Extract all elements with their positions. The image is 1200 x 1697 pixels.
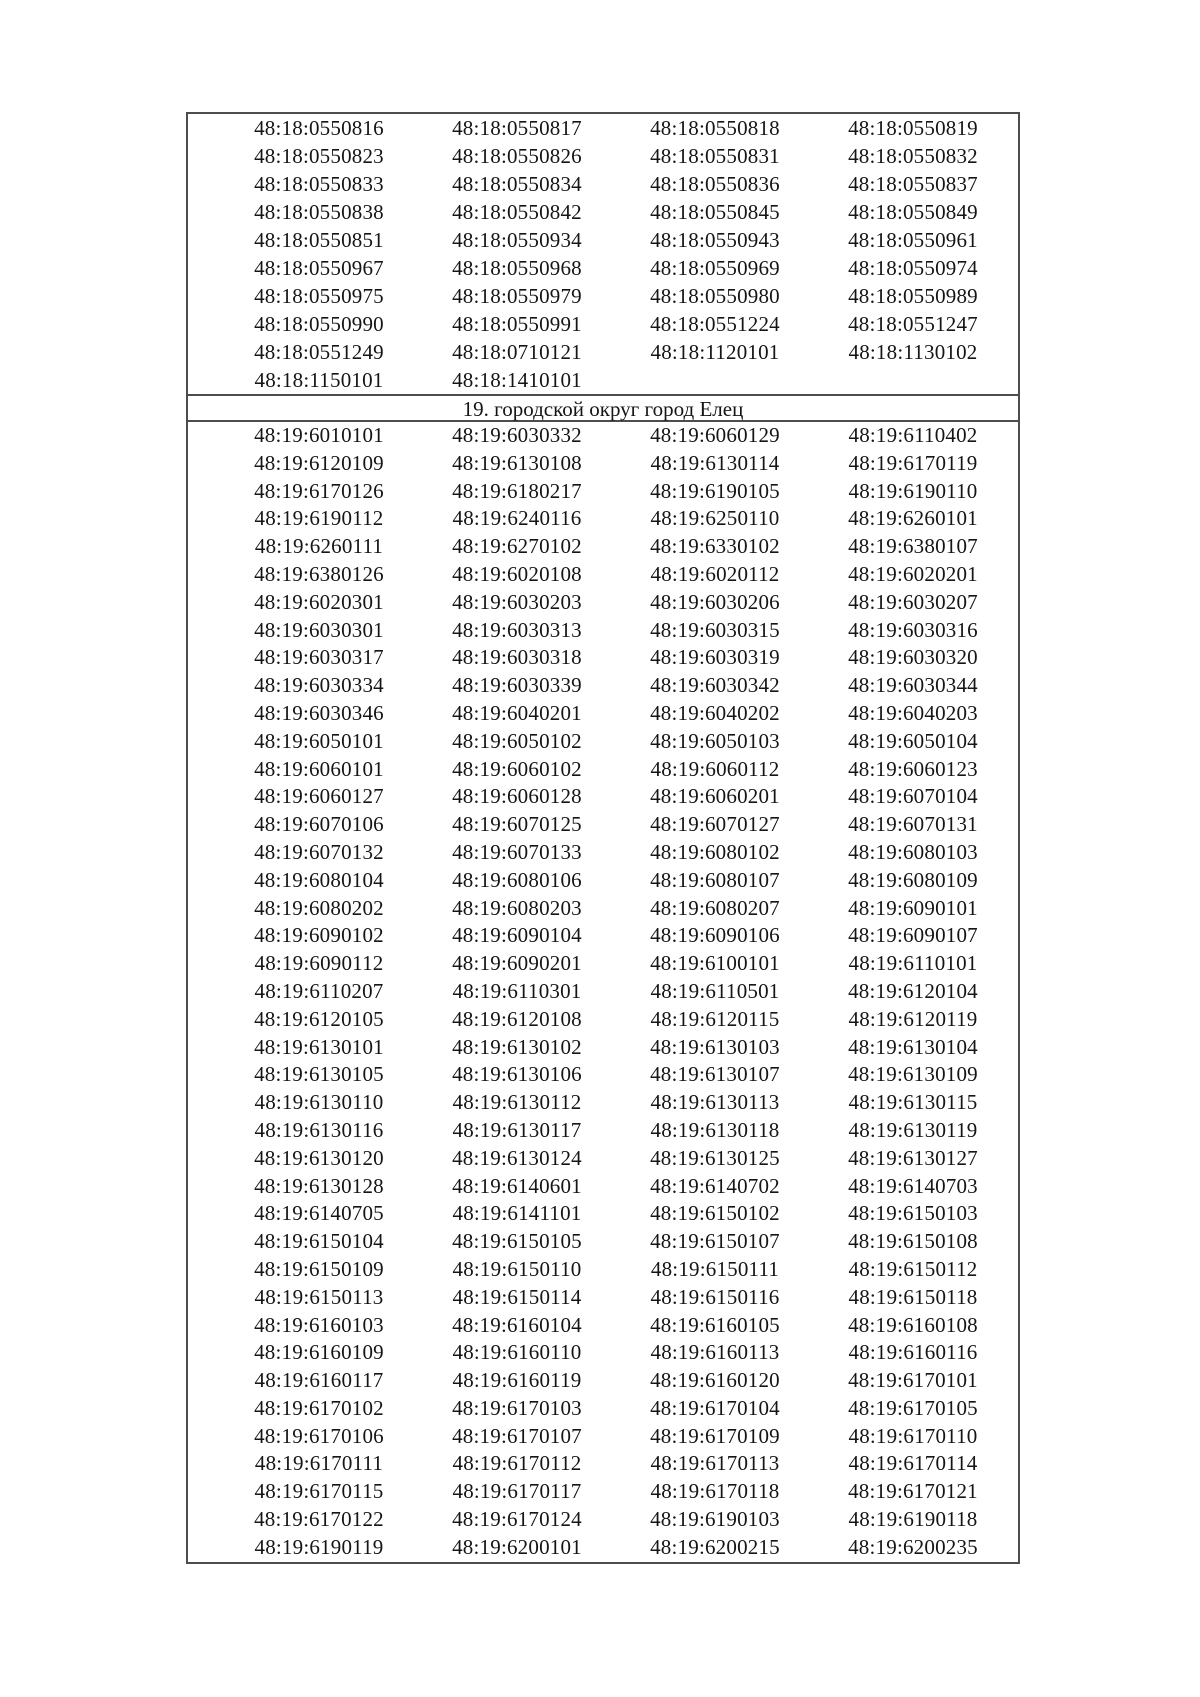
cadastral-number: 48:19:6330102: [650, 534, 780, 559]
cadastral-number: 48:18:0550819: [848, 116, 978, 140]
cadastral-number: 48:19:6160109: [254, 1340, 384, 1365]
cadastral-number: 48:19:6260111: [254, 534, 384, 559]
cadastral-number: 48:18:0710121: [452, 340, 582, 364]
cadastral-number: 48:19:6170104: [650, 1395, 780, 1420]
cadastral-number: 48:18:0551249: [254, 340, 384, 364]
cadastral-number: 48:19:6170118: [650, 1479, 780, 1504]
cadastral-numbers-table: [186, 112, 1020, 1564]
table-row: [188, 839, 1018, 867]
cadastral-number: 48:19:6080203: [452, 895, 582, 920]
cadastral-number: 48:18:0550831: [650, 144, 780, 168]
table-row: [188, 422, 1018, 450]
table-row: [188, 1312, 1018, 1340]
cadastral-number: 48:19:6090107: [848, 923, 978, 948]
table-row: [188, 895, 1018, 923]
cadastral-number: 48:19:6120108: [452, 1006, 582, 1031]
cadastral-number: 48:18:0550943: [650, 228, 780, 252]
cadastral-number: 48:19:6170117: [452, 1479, 582, 1504]
cadastral-number: 48:19:6110301: [452, 978, 582, 1003]
cadastral-number: 48:19:6170126: [254, 478, 384, 503]
cadastral-number: 48:19:6160104: [452, 1312, 582, 1337]
cadastral-number: 48:18:0550816: [254, 116, 384, 140]
cadastral-number: 48:19:6200215: [650, 1534, 780, 1559]
cadastral-number: 48:18:1130102: [848, 340, 978, 364]
cadastral-number: 48:19:6120115: [650, 1006, 780, 1031]
table-row: [188, 728, 1018, 756]
table-row: [188, 589, 1018, 617]
cadastral-number: 48:19:6130107: [650, 1062, 780, 1087]
cadastral-number: 48:18:0550974: [848, 256, 978, 280]
cadastral-number: 48:19:6250110: [650, 506, 780, 531]
cadastral-number: 48:19:6160113: [650, 1340, 780, 1365]
cadastral-number: 48:19:6170121: [848, 1479, 978, 1504]
cadastral-number: 48:19:6070127: [650, 812, 780, 837]
cadastral-number: 48:19:6080107: [650, 867, 780, 892]
cadastral-number: 48:19:6150114: [452, 1284, 582, 1309]
cadastral-number: 48:19:6150113: [254, 1284, 384, 1309]
cadastral-number: 48:19:6150110: [452, 1256, 582, 1281]
cadastral-number: 48:19:6170122: [254, 1507, 384, 1532]
cadastral-number: 48:19:6030316: [848, 617, 978, 642]
table-row: [188, 1089, 1018, 1117]
cadastral-number: 48:19:6130114: [650, 450, 780, 475]
cadastral-number: 48:18:0550991: [452, 312, 582, 336]
table-row: [188, 1034, 1018, 1062]
cadastral-number: 48:19:6130113: [650, 1090, 780, 1115]
cadastral-number: 48:19:6150118: [848, 1284, 978, 1309]
cadastral-number: 48:18:0550968: [452, 256, 582, 280]
table-row: [188, 1173, 1018, 1201]
cadastral-number: 48:19:6060201: [650, 784, 780, 809]
cadastral-number: 48:19:6040202: [650, 700, 780, 725]
cadastral-number: 48:19:6090101: [848, 895, 978, 920]
table-row: [188, 1506, 1018, 1534]
cadastral-number: 48:19:6170111: [254, 1451, 384, 1476]
cadastral-number: 48:19:6130119: [848, 1117, 978, 1142]
section-19-header: 19. городской округ город Елец: [188, 394, 1018, 422]
table-row: [188, 366, 1018, 394]
cadastral-number: 48:18:0550845: [650, 200, 780, 224]
table-row: [188, 1117, 1018, 1145]
table-row: [188, 561, 1018, 589]
cadastral-number: 48:19:6060101: [254, 756, 384, 781]
cadastral-number: 48:19:6080106: [452, 867, 582, 892]
cadastral-number: 48:19:6070125: [452, 812, 582, 837]
cadastral-number: 48:19:6130124: [452, 1145, 582, 1170]
cadastral-number: 48:19:6150108: [848, 1229, 978, 1254]
cadastral-number: 48:19:6170109: [650, 1423, 780, 1448]
cadastral-number: 48:19:6140601: [452, 1173, 582, 1198]
cadastral-number: 48:18:0551224: [650, 312, 780, 336]
table-row: [188, 450, 1018, 478]
cadastral-number: 48:19:6150112: [848, 1256, 978, 1281]
cadastral-number: 48:19:6190119: [254, 1534, 384, 1559]
table-row: [188, 1228, 1018, 1256]
cadastral-number: 48:19:6060123: [848, 756, 978, 781]
cadastral-number: 48:19:6150105: [452, 1229, 582, 1254]
cadastral-number: 48:19:6030334: [254, 673, 384, 698]
cadastral-number: 48:19:6090102: [254, 923, 384, 948]
cadastral-number: 48:19:6030339: [452, 673, 582, 698]
cadastral-number: 48:18:0550961: [848, 228, 978, 252]
cadastral-number: 48:19:6130102: [452, 1034, 582, 1059]
cadastral-number: 48:19:6150103: [848, 1201, 978, 1226]
cadastral-number: 48:19:6170124: [452, 1507, 582, 1532]
cadastral-number: 48:19:6080103: [848, 839, 978, 864]
cadastral-number: 48:19:6030320: [848, 645, 978, 670]
table-row: [188, 338, 1018, 366]
cadastral-number: 48:19:6070132: [254, 839, 384, 864]
table-row: [188, 1450, 1018, 1478]
table-row: [188, 533, 1018, 561]
cadastral-number: 48:18:0550818: [650, 116, 780, 140]
cadastral-number: 48:19:6140705: [254, 1201, 384, 1226]
cadastral-number: 48:18:0550849: [848, 200, 978, 224]
cadastral-number: 48:19:6030317: [254, 645, 384, 670]
cadastral-number: 48:19:6060127: [254, 784, 384, 809]
table-row: [188, 950, 1018, 978]
cadastral-number: 48:19:6120109: [254, 450, 384, 475]
cadastral-number: 48:19:6270102: [452, 534, 582, 559]
cadastral-number: 48:19:6060129: [650, 423, 780, 447]
table-row: [188, 1534, 1018, 1562]
cadastral-number: 48:19:6170113: [650, 1451, 780, 1476]
cadastral-number: 48:19:6200235: [848, 1534, 978, 1559]
cadastral-number: 48:19:6080104: [254, 867, 384, 892]
cadastral-number: 48:18:0550833: [254, 172, 384, 196]
cadastral-number: 48:18:0550989: [848, 284, 978, 308]
cadastral-number: 48:19:6090112: [254, 951, 384, 976]
cadastral-number: 48:19:6150104: [254, 1229, 384, 1254]
cadastral-number: 48:19:6070106: [254, 812, 384, 837]
cadastral-number: 48:19:6030346: [254, 700, 384, 725]
cadastral-number: 48:19:6380107: [848, 534, 978, 559]
cadastral-number: 48:19:6030332: [452, 423, 582, 447]
cadastral-number: 48:19:6170102: [254, 1395, 384, 1420]
cadastral-number: 48:19:6160116: [848, 1340, 978, 1365]
cadastral-number: 48:19:6160105: [650, 1312, 780, 1337]
cadastral-number: 48:19:6030206: [650, 589, 780, 614]
cadastral-number: 48:19:6170107: [452, 1423, 582, 1448]
cadastral-number: 48:19:6030207: [848, 589, 978, 614]
table-row: [188, 505, 1018, 533]
cadastral-number: 48:19:6050103: [650, 728, 780, 753]
table-row: [188, 756, 1018, 784]
cadastral-number: 48:19:6020112: [650, 561, 780, 586]
cadastral-number: 48:19:6260101: [848, 506, 978, 531]
cadastral-number: 48:19:6150116: [650, 1284, 780, 1309]
cadastral-number: 48:19:6120104: [848, 978, 978, 1003]
table-row: [188, 617, 1018, 645]
cadastral-number: 48:19:6160120: [650, 1368, 780, 1393]
cadastral-number: 48:19:6060102: [452, 756, 582, 781]
cadastral-number: 48:19:6160108: [848, 1312, 978, 1337]
cadastral-number: 48:19:6120119: [848, 1006, 978, 1031]
cadastral-number: 48:19:6100101: [650, 951, 780, 976]
cadastral-number: 48:18:0550836: [650, 172, 780, 196]
cadastral-number: 48:19:6130115: [848, 1090, 978, 1115]
cadastral-number: 48:19:6150107: [650, 1229, 780, 1254]
table-row: [188, 1200, 1018, 1228]
cadastral-number: 48:19:6020201: [848, 561, 978, 586]
cadastral-number: 48:19:6150111: [650, 1256, 780, 1281]
cadastral-number: 48:19:6130110: [254, 1090, 384, 1115]
cadastral-number: 48:19:6060112: [650, 756, 780, 781]
cadastral-number: 48:19:6130104: [848, 1034, 978, 1059]
cadastral-number: 48:19:6170101: [848, 1368, 978, 1393]
table-row: [188, 644, 1018, 672]
cadastral-number: 48:19:6130106: [452, 1062, 582, 1087]
cadastral-number: 48:18:0550837: [848, 172, 978, 196]
cadastral-number: 48:19:6090201: [452, 951, 582, 976]
cadastral-number: 48:18:0550967: [254, 256, 384, 280]
table-row: [188, 672, 1018, 700]
cadastral-number: 48:18:0550979: [452, 284, 582, 308]
cadastral-number: 48:19:6180217: [452, 478, 582, 503]
cadastral-number: 48:19:6130128: [254, 1173, 384, 1198]
table-row: [188, 1339, 1018, 1367]
cadastral-number: 48:19:6060128: [452, 784, 582, 809]
cadastral-number: 48:18:0550817: [452, 116, 582, 140]
cadastral-number: 48:19:6080207: [650, 895, 780, 920]
cadastral-number: 48:18:0550851: [254, 228, 384, 252]
cadastral-number: 48:19:6170103: [452, 1395, 582, 1420]
cadastral-number: 48:18:1150101: [254, 368, 384, 392]
cadastral-number: 48:18:1410101: [452, 368, 582, 392]
cadastral-number: 48:19:6160117: [254, 1368, 384, 1393]
cadastral-number: 48:18:0550826: [452, 144, 582, 168]
cadastral-number: 48:19:6020108: [452, 561, 582, 586]
cadastral-number: 48:19:6140702: [650, 1173, 780, 1198]
cadastral-number: 48:19:6140703: [848, 1173, 978, 1198]
cadastral-number: 48:19:6130127: [848, 1145, 978, 1170]
table-row: [188, 282, 1018, 310]
cadastral-number: 48:19:6190105: [650, 478, 780, 503]
cadastral-number: 48:19:6080109: [848, 867, 978, 892]
cadastral-number: 48:19:6170110: [848, 1423, 978, 1448]
cadastral-number: 48:19:6070131: [848, 812, 978, 837]
cadastral-number: 48:19:6150102: [650, 1201, 780, 1226]
cadastral-number: 48:18:0550934: [452, 228, 582, 252]
cadastral-number: 48:19:6130103: [650, 1034, 780, 1059]
cadastral-number: 48:19:6070104: [848, 784, 978, 809]
cadastral-number: 48:19:6080102: [650, 839, 780, 864]
cadastral-number: 48:19:6190118: [848, 1507, 978, 1532]
cadastral-number: 48:19:6030315: [650, 617, 780, 642]
table-row: [188, 114, 1018, 142]
cadastral-number: 48:18:0550834: [452, 172, 582, 196]
cadastral-number: 48:19:6010101: [254, 423, 384, 447]
table-row: [188, 1256, 1018, 1284]
cadastral-number: 48:18:0550975: [254, 284, 384, 308]
cadastral-number: 48:19:6130109: [848, 1062, 978, 1087]
table-row: [188, 198, 1018, 226]
cadastral-number: 48:19:6170115: [254, 1479, 384, 1504]
cadastral-number: 48:19:6030344: [848, 673, 978, 698]
cadastral-number: 48:19:6040203: [848, 700, 978, 725]
cadastral-number: 48:19:6160110: [452, 1340, 582, 1365]
cadastral-number: 48:19:6160119: [452, 1368, 582, 1393]
table-row: [188, 978, 1018, 1006]
cadastral-number: 48:19:6080202: [254, 895, 384, 920]
cadastral-number: 48:19:6070133: [452, 839, 582, 864]
section-19-rows: [188, 422, 1018, 1562]
cadastral-number: 48:19:6120105: [254, 1006, 384, 1031]
table-row: [188, 1478, 1018, 1506]
table-row: [188, 254, 1018, 282]
cadastral-number: 48:19:6170114: [848, 1451, 978, 1476]
table-row: [188, 1061, 1018, 1089]
cadastral-number: 48:19:6090104: [452, 923, 582, 948]
table-row: [188, 142, 1018, 170]
cadastral-number: 48:19:6130117: [452, 1117, 582, 1142]
cadastral-number: 48:19:6030203: [452, 589, 582, 614]
cadastral-number: 48:18:1120101: [650, 340, 780, 364]
cadastral-number: 48:19:6141101: [452, 1201, 582, 1226]
table-row: [188, 783, 1018, 811]
cadastral-number: 48:19:6170112: [452, 1451, 582, 1476]
cadastral-number: 48:19:6110501: [650, 978, 780, 1003]
cadastral-number: 48:19:6130105: [254, 1062, 384, 1087]
table-row: [188, 1284, 1018, 1312]
table-row: [188, 1423, 1018, 1451]
cadastral-number: 48:19:6030318: [452, 645, 582, 670]
cadastral-number: 48:19:6090106: [650, 923, 780, 948]
cadastral-number: 48:18:0550969: [650, 256, 780, 280]
table-row: [188, 478, 1018, 506]
cadastral-number: 48:19:6110402: [848, 423, 978, 447]
cadastral-number: 48:18:0550832: [848, 144, 978, 168]
section-18-rows: [188, 114, 1018, 394]
cadastral-number: 48:19:6190110: [848, 478, 978, 503]
cadastral-number: 48:19:6190103: [650, 1507, 780, 1532]
cadastral-number: 48:19:6170105: [848, 1395, 978, 1420]
cadastral-number: 48:19:6160103: [254, 1312, 384, 1337]
cadastral-number: 48:19:6130125: [650, 1145, 780, 1170]
cadastral-number: 48:19:6110101: [848, 951, 978, 976]
cadastral-number: 48:19:6190112: [254, 506, 384, 531]
cadastral-number: 48:19:6170106: [254, 1423, 384, 1448]
cadastral-number: 48:18:0550823: [254, 144, 384, 168]
cadastral-number: 48:19:6130101: [254, 1034, 384, 1059]
cadastral-number: 48:19:6130118: [650, 1117, 780, 1142]
cadastral-number: 48:19:6150109: [254, 1256, 384, 1281]
cadastral-number: 48:18:0551247: [848, 312, 978, 336]
cadastral-number: 48:19:6050101: [254, 728, 384, 753]
cadastral-number: 48:18:0550990: [254, 312, 384, 336]
cadastral-number: 48:19:6040201: [452, 700, 582, 725]
table-row: [188, 226, 1018, 254]
table-row: [188, 811, 1018, 839]
cadastral-number: 48:19:6200101: [452, 1534, 582, 1559]
cadastral-number: 48:19:6380126: [254, 561, 384, 586]
table-row: [188, 1006, 1018, 1034]
table-row: [188, 1395, 1018, 1423]
table-row: [188, 867, 1018, 895]
cadastral-number: 48:18:0550838: [254, 200, 384, 224]
table-row: [188, 1367, 1018, 1395]
cadastral-number: 48:19:6130108: [452, 450, 582, 475]
cadastral-number: 48:19:6240116: [452, 506, 582, 531]
cadastral-number: 48:19:6050102: [452, 728, 582, 753]
cadastral-number: 48:19:6030313: [452, 617, 582, 642]
cadastral-number: 48:19:6050104: [848, 728, 978, 753]
cadastral-number: 48:19:6110207: [254, 978, 384, 1003]
cadastral-number: 48:19:6130112: [452, 1090, 582, 1115]
cadastral-number: 48:19:6030342: [650, 673, 780, 698]
cadastral-number: 48:19:6020301: [254, 589, 384, 614]
table-row: [188, 170, 1018, 198]
cadastral-number: 48:19:6030301: [254, 617, 384, 642]
cadastral-number: 48:19:6030319: [650, 645, 780, 670]
cadastral-number: 48:18:0550980: [650, 284, 780, 308]
table-row: [188, 700, 1018, 728]
table-row: [188, 922, 1018, 950]
cadastral-number: 48:19:6130116: [254, 1117, 384, 1142]
cadastral-number: 48:19:6130120: [254, 1145, 384, 1170]
cadastral-number: 48:18:0550842: [452, 200, 582, 224]
cadastral-number: 48:19:6170119: [848, 450, 978, 475]
table-row: [188, 310, 1018, 338]
table-row: [188, 1145, 1018, 1173]
